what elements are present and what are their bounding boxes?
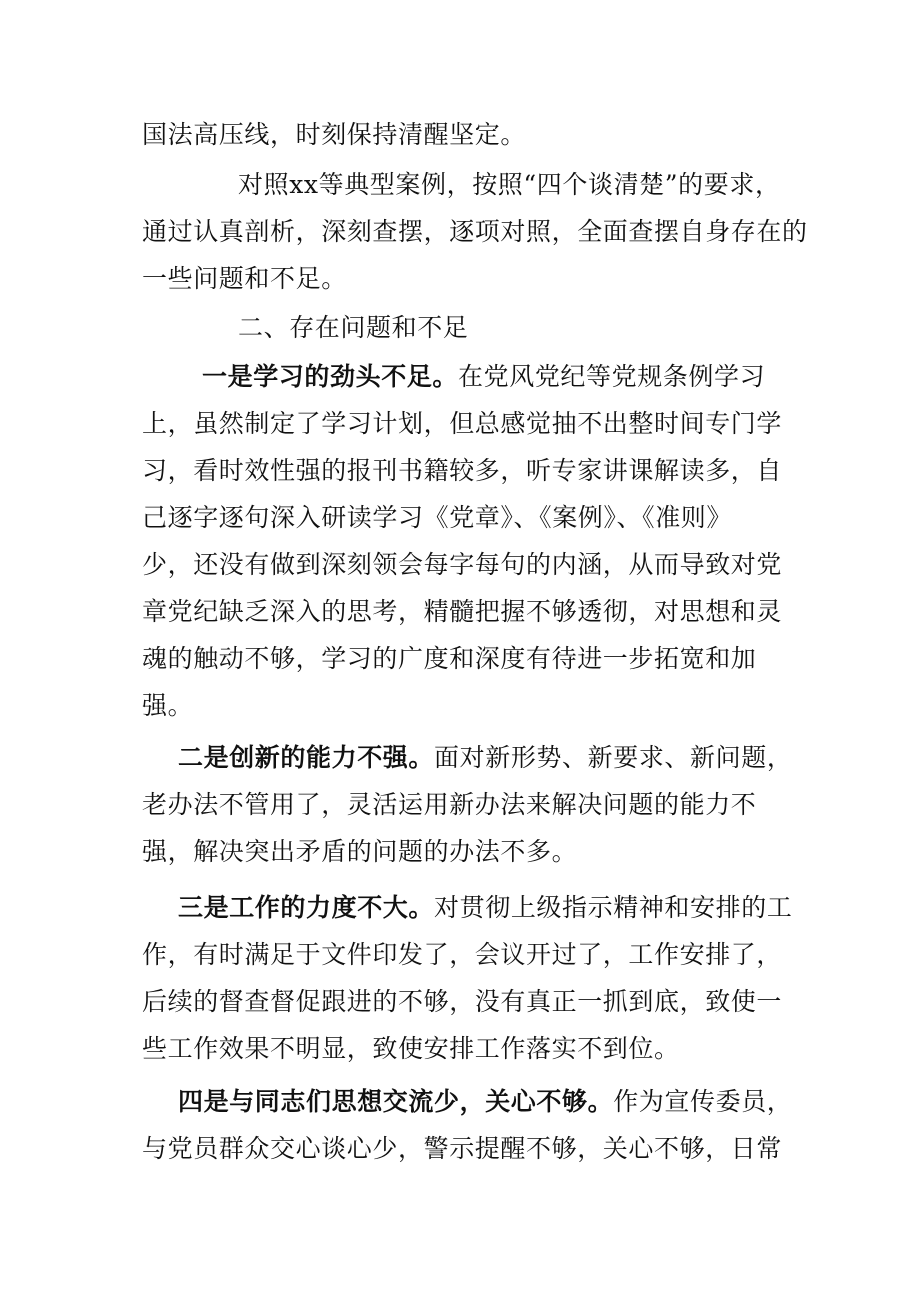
text-line: 国法高压线，时刻保持清醒坚定。: [142, 120, 527, 149]
bold-lead: 三是工作的力度不大。: [178, 893, 435, 922]
text-line: 习，看时效性强的报刊书籍较多，听专家讲课解读多，自: [142, 456, 783, 485]
bold-lead: 四是与同志们思想交流少，关心不够。: [178, 1087, 614, 1116]
paragraph-first-line: [178, 1084, 792, 1120]
text-line: 些工作效果不明显，致使安排工作落实不到位。: [142, 1034, 680, 1063]
text-line: 与党员群众交心谈心少，警示提醒不够，关心不够，日常: [142, 1134, 783, 1163]
text-line: 通过认真剖析，深刻查摆，逐项对照，全面查摆自身存在的: [142, 217, 808, 246]
text-line: 上，虽然制定了学习计划，但总感觉抽不出整时间专门学: [142, 409, 783, 438]
bold-lead: 二是创新的能力不强。: [178, 743, 435, 772]
text-line: 魂的触动不够，学习的广度和深度有待进一步拓宽和加: [142, 644, 757, 673]
text-line: 一些问题和不足。: [142, 264, 347, 293]
paragraph-first-line: [178, 740, 792, 776]
text-run: 面对新形势、新要求、新问题，: [434, 743, 793, 772]
text-line: 强。: [142, 691, 194, 720]
text-line: 老办法不管用了，灵活运用新办法来解决问题的能力不: [142, 790, 757, 819]
section-heading: 二、存在问题和不足: [238, 313, 469, 342]
text-line: 作，有时满足于文件印发了，会议开过了，工作安排了，: [142, 940, 783, 969]
text-run: 对贯彻上级指示精神和安排的工: [434, 893, 793, 922]
paragraph-first-line: [178, 890, 792, 926]
text-line: 强，解决突出矛盾的问题的办法不多。: [142, 837, 578, 866]
text-line: 后续的督查督促跟进的不够，没有真正一抓到底，致使一: [142, 987, 783, 1016]
paragraph-first-line: [202, 359, 765, 395]
text-run: 作为宣传委员，: [613, 1087, 793, 1116]
text-line: 对照xx等典型案例，按照“四个谈清楚”的要求，: [238, 170, 781, 199]
text-line: 少，还没有做到深刻领会每字每句的内涵，从而导致对党: [142, 550, 783, 579]
text-line: 己逐字逐句深入研读学习《党章》、《案例》、《准则》: [142, 503, 733, 532]
text-run: 在党风党纪等党规条例学习: [458, 362, 766, 391]
bold-lead: 一是学习的劲头不足。: [202, 362, 459, 391]
text-line: 章党纪缺乏深入的思考，精髓把握不够透彻，对思想和灵: [142, 597, 783, 626]
